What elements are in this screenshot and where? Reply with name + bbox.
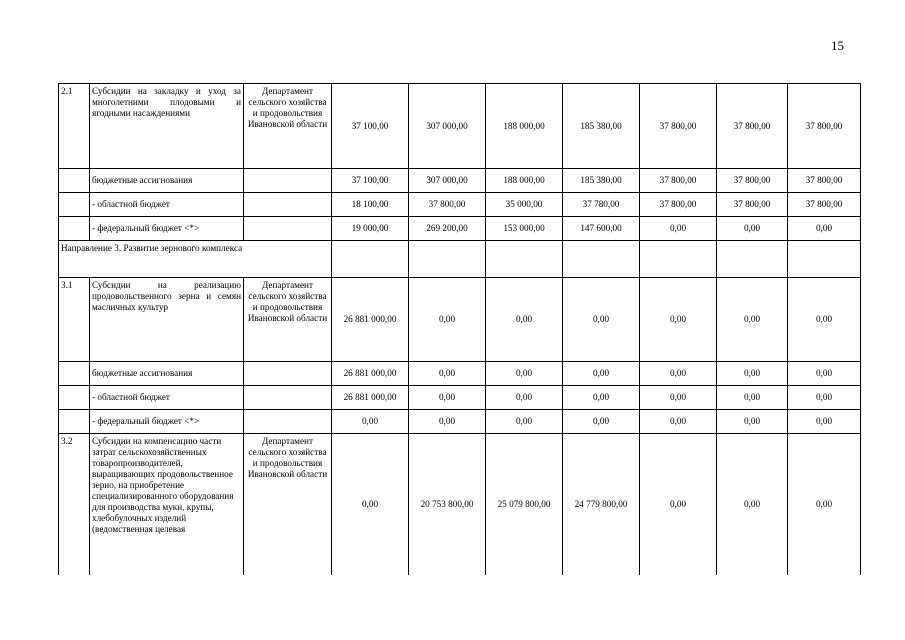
value-cell: 0,00 [717, 278, 788, 362]
value-cell: 0,00 [409, 386, 486, 410]
row-executor: Департамент сельского хозяйства и продовольствия Ивановской области [244, 278, 332, 362]
row-label: бюджетные ассигнования [90, 169, 244, 193]
value-cell: 307 000,00 [409, 169, 486, 193]
value-cell: 19 000,00 [332, 217, 409, 241]
row-number: 3.2 [59, 434, 90, 575]
row-label: бюджетные ассигнования [90, 362, 244, 386]
value-cell: 25 079 800,00 [486, 434, 563, 575]
value-cell: 185 380,00 [563, 84, 640, 169]
value-cell: 188 000,00 [486, 169, 563, 193]
value-cell: 37 800,00 [717, 193, 788, 217]
value-cell: 18 100,00 [332, 193, 409, 217]
value-cell: 0,00 [409, 410, 486, 434]
value-cell: 0,00 [409, 278, 486, 362]
value-cell: 37 780,00 [563, 193, 640, 217]
value-cell: 37 100,00 [332, 84, 409, 169]
row-label: - федеральный бюджет <*> [90, 217, 244, 241]
value-cell: 0,00 [332, 434, 409, 575]
row-description: Субсидии на компенсацию части затрат сельскохозяйственных товаропроизводителей, выращивающих продовольственное зерно, на приобретение специализированного оборудования для производства муки, крупы, хлебобулочных изделий (ведомственная целевая [90, 434, 244, 575]
row-executor: Департамент сельского хозяйства и продовольствия Ивановской области [244, 84, 332, 169]
value-cell: 37 800,00 [788, 84, 861, 169]
value-cell: 0,00 [409, 362, 486, 386]
value-cell: 0,00 [717, 434, 788, 575]
value-cell: 0,00 [788, 362, 861, 386]
value-cell: 0,00 [640, 386, 717, 410]
value-cell: 26 881 000,00 [332, 362, 409, 386]
section-row [59, 241, 861, 278]
value-cell: 0,00 [486, 362, 563, 386]
value-cell: 0,00 [717, 410, 788, 434]
value-cell: 37 800,00 [640, 169, 717, 193]
table-row [59, 84, 861, 169]
value-cell: 37 800,00 [640, 84, 717, 169]
value-cell: 0,00 [486, 410, 563, 434]
value-cell: 0,00 [640, 217, 717, 241]
table-row [59, 410, 861, 434]
value-cell: 0,00 [788, 278, 861, 362]
value-cell: 307 000,00 [409, 84, 486, 169]
table-row [59, 169, 861, 193]
value-cell: 0,00 [717, 362, 788, 386]
row-label: - федеральный бюджет <*> [90, 410, 244, 434]
row-label: - областной бюджет [90, 386, 244, 410]
value-cell: 269 200,00 [409, 217, 486, 241]
value-cell: 0,00 [640, 434, 717, 575]
value-cell: 37 800,00 [788, 193, 861, 217]
value-cell: 0,00 [788, 386, 861, 410]
row-label: - областной бюджет [90, 193, 244, 217]
value-cell: 37 800,00 [788, 169, 861, 193]
value-cell: 0,00 [788, 217, 861, 241]
value-cell: 0,00 [332, 410, 409, 434]
value-cell: 0,00 [486, 386, 563, 410]
value-cell: 0,00 [563, 278, 640, 362]
value-cell: 0,00 [640, 410, 717, 434]
value-cell: 35 000,00 [486, 193, 563, 217]
value-cell: 0,00 [563, 362, 640, 386]
row-executor: Департамент сельского хозяйства и продовольствия Ивановской области [244, 434, 332, 575]
row-number: 2.1 [59, 84, 90, 169]
value-cell: 0,00 [563, 410, 640, 434]
value-cell: 0,00 [563, 386, 640, 410]
table-row [59, 278, 861, 362]
value-cell: 147 600,00 [563, 217, 640, 241]
value-cell: 0,00 [717, 217, 788, 241]
value-cell: 37 800,00 [717, 84, 788, 169]
table-row [59, 217, 861, 241]
value-cell: 37 800,00 [717, 169, 788, 193]
value-cell: 0,00 [640, 278, 717, 362]
section-title: Направление 3. Развитие зернового комплекса [59, 241, 332, 278]
value-cell: 0,00 [788, 434, 861, 575]
value-cell: 37 800,00 [640, 193, 717, 217]
row-description: Субсидии на закладку и уход за многолетними плодовыми и ягодными насаждениями [90, 84, 244, 169]
value-cell: 26 881 000,00 [332, 386, 409, 410]
table-row [59, 386, 861, 410]
value-cell: 0,00 [486, 278, 563, 362]
value-cell: 24 779 800,00 [563, 434, 640, 575]
value-cell: 37 800,00 [409, 193, 486, 217]
table-row [59, 193, 861, 217]
budget-table [58, 83, 861, 575]
value-cell: 37 100,00 [332, 169, 409, 193]
value-cell: 26 881 000,00 [332, 278, 409, 362]
value-cell: 0,00 [717, 386, 788, 410]
value-cell: 153 000,00 [486, 217, 563, 241]
row-description: Субсидии на реализацию продовольственного зерна и семян масличных культур [90, 278, 244, 362]
table-row [59, 362, 861, 386]
value-cell: 20 753 800,00 [409, 434, 486, 575]
value-cell: 0,00 [640, 362, 717, 386]
value-cell: 188 000,00 [486, 84, 563, 169]
row-number: 3.1 [59, 278, 90, 362]
table-row [59, 434, 861, 575]
page-number: 15 [831, 38, 844, 53]
value-cell: 0,00 [788, 410, 861, 434]
value-cell: 185 380,00 [563, 169, 640, 193]
